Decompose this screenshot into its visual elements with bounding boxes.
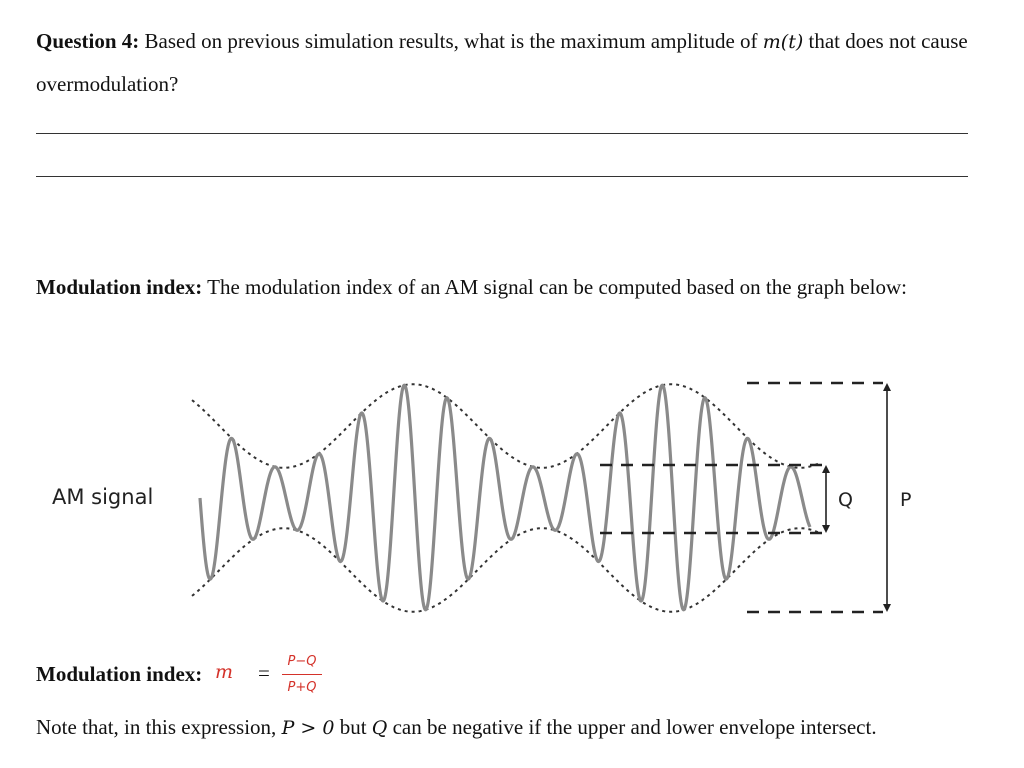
modulation-intro-label: Modulation index:	[36, 275, 203, 299]
note-prefix: Note that, in this expression,	[36, 715, 282, 739]
am-signal-waveform	[200, 385, 810, 610]
note-suffix: can be negative if the upper and lower envelope intersect.	[387, 715, 877, 739]
question-label: Question 4:	[36, 29, 140, 53]
formula-denominator: P+Q	[287, 680, 317, 695]
answer-line-2[interactable]	[36, 176, 968, 177]
formula-numerator: P−Q	[287, 654, 317, 669]
formula-equals: =	[258, 661, 270, 685]
p-label: P	[900, 489, 912, 511]
question-body: Based on previous simulation results, what is the maximum amplitude of	[139, 29, 763, 53]
question-math: m(t)	[762, 31, 804, 53]
modulation-intro	[36, 266, 971, 308]
q-arrow-head-down	[822, 525, 830, 533]
fraction-bar	[282, 674, 322, 675]
modulation-intro-text: The modulation index of an AM signal can be computed based on the graph below:	[202, 275, 907, 299]
note-condition-p: P > 0	[281, 717, 335, 739]
q-label: Q	[838, 489, 853, 511]
note-condition-q: Q	[371, 717, 388, 739]
question-body-end: that does not cause overmodulation?	[36, 29, 968, 96]
upper-envelope	[192, 384, 820, 468]
note-text	[36, 706, 971, 749]
formula-label: Modulation index:	[36, 662, 203, 686]
formula-variable: m	[215, 661, 234, 683]
answer-line-1[interactable]	[36, 133, 968, 134]
lower-envelope	[192, 528, 820, 612]
p-arrow-head-down	[883, 604, 891, 612]
am-signal-label: AM signal	[52, 485, 154, 509]
question-4-text	[36, 20, 971, 105]
formula-fraction	[282, 652, 322, 698]
p-arrow-head-up	[883, 383, 891, 391]
q-arrow-head-up	[822, 465, 830, 473]
note-middle: but	[334, 715, 372, 739]
am-signal-diagram	[0, 370, 1024, 620]
